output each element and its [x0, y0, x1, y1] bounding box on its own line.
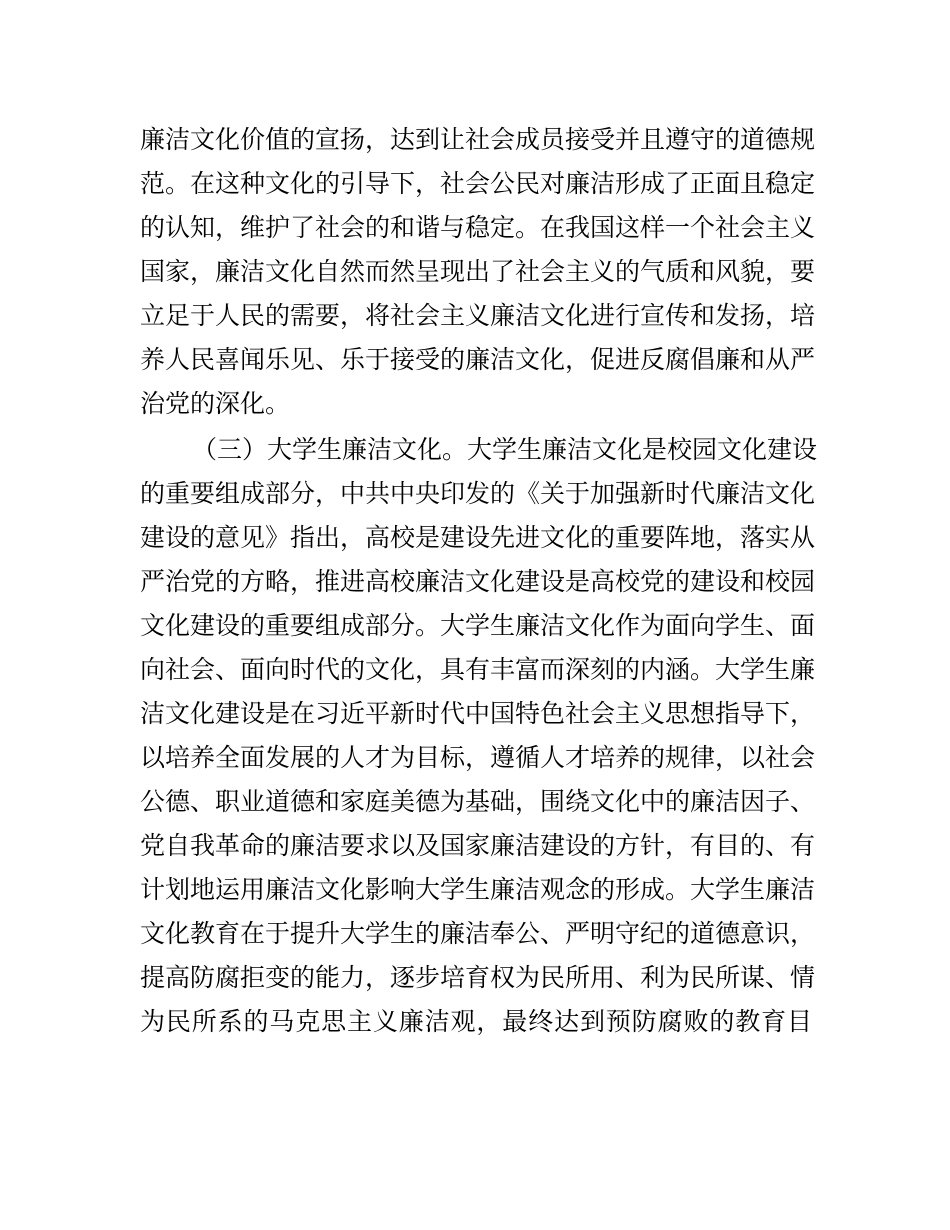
text-line: 提高防腐拒变的能力，逐步培育权为民所用、利为民所谋、情: [140, 963, 816, 992]
text-line: 向社会、面向时代的文化，具有丰富而深刻的内涵。大学生廉: [140, 655, 816, 684]
text-line: 范。在这种文化的引导下，社会公民对廉洁形成了正面且稳定: [140, 169, 816, 198]
paragraph-student-integrity-culture: [140, 428, 818, 1044]
text-line: 建设的意见》指出，高校是建设先进文化的重要阵地，落实从: [140, 523, 816, 552]
text-line: 洁文化建设是在习近平新时代中国特色社会主义思想指导下，: [140, 699, 816, 728]
text-line: 的认知，维护了社会的和谐与稳定。在我国这样一个社会主义: [140, 213, 816, 242]
text-line: 廉洁文化价值的宣扬，达到让社会成员接受并且遵守的道德规: [140, 125, 816, 154]
text-line: 党自我革命的廉洁要求以及国家廉洁建设的方针，有目的、有: [140, 831, 816, 860]
text-line: 文化建设的重要组成部分。大学生廉洁文化作为面向学生、面: [140, 611, 816, 640]
text-line: 养人民喜闻乐见、乐于接受的廉洁文化，促进反腐倡廉和从严: [140, 345, 816, 374]
text-line: 为民所系的马克思主义廉洁观，最终达到预防腐败的教育目: [140, 1007, 812, 1036]
paragraph-integrity-culture: [140, 118, 816, 426]
text-line: 严治党的方略，推进高校廉洁文化建设是高校党的建设和校园: [140, 567, 816, 596]
text-line: 国家，廉洁文化自然而然呈现出了社会主义的气质和风貌，要: [140, 257, 816, 286]
text-line: 文化教育在于提升大学生的廉洁奉公、严明守纪的道德意识，: [140, 919, 816, 948]
text-line: 计划地运用廉洁文化影响大学生廉洁观念的形成。大学生廉洁: [140, 875, 816, 904]
text-line: 公德、职业道德和家庭美德为基础，围绕文化中的廉洁因子、: [140, 787, 816, 816]
text-line: 以培养全面发展的人才为目标，遵循人才培养的规律，以社会: [140, 743, 816, 772]
section-heading-line: （三）大学生廉洁文化。大学生廉洁文化是校园文化建设: [192, 435, 818, 464]
text-line: 立足于人民的需要，将社会主义廉洁文化进行宣传和发扬，培: [140, 301, 816, 330]
text-line: 治党的深化。: [140, 389, 291, 418]
text-line: 的重要组成部分，中共中央印发的《关于加强新时代廉洁文化: [140, 479, 816, 508]
